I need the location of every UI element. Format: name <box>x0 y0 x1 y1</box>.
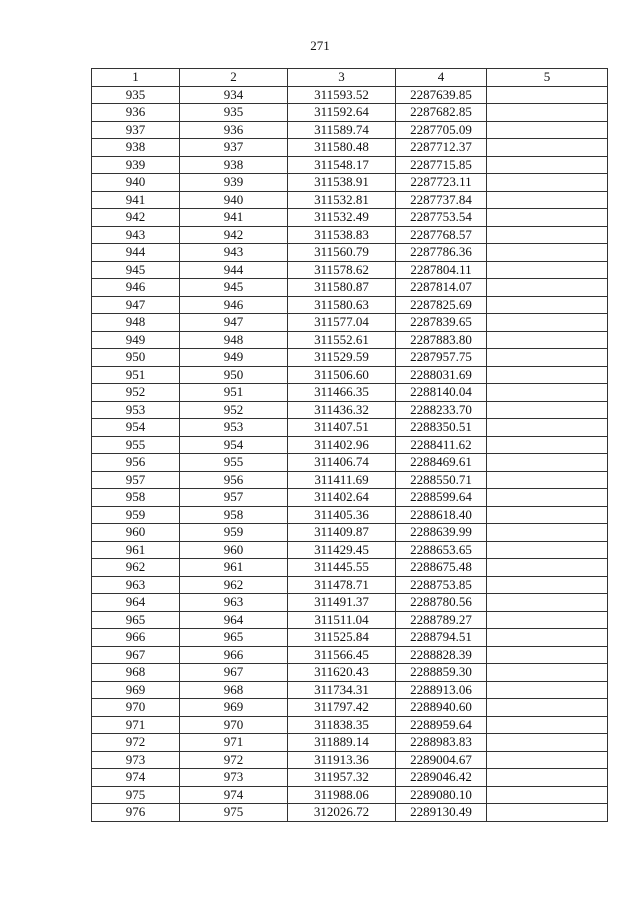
table-cell: 953 <box>180 419 288 437</box>
table-cell <box>487 471 608 489</box>
table-row <box>92 331 608 349</box>
table-cell: 964 <box>180 611 288 629</box>
table-cell: 962 <box>92 559 180 577</box>
table-cell: 947 <box>180 314 288 332</box>
table-cell <box>487 699 608 717</box>
table-body <box>92 86 608 821</box>
table-cell: 966 <box>92 629 180 647</box>
table-cell: 2287804.11 <box>396 261 487 279</box>
table-cell <box>487 401 608 419</box>
table-cell: 975 <box>180 804 288 822</box>
table-cell: 950 <box>180 366 288 384</box>
table-cell: 2288983.83 <box>396 734 487 752</box>
table-cell: 2287957.75 <box>396 349 487 367</box>
table-cell: 938 <box>92 139 180 157</box>
table-cell: 959 <box>180 524 288 542</box>
table-cell: 2287712.37 <box>396 139 487 157</box>
table-cell: 936 <box>180 121 288 139</box>
table-cell: 959 <box>92 506 180 524</box>
table-cell <box>487 419 608 437</box>
table-cell: 311580.48 <box>288 139 396 157</box>
table-cell: 2288794.51 <box>396 629 487 647</box>
table-cell <box>487 86 608 104</box>
table-cell: 941 <box>92 191 180 209</box>
table-cell: 949 <box>180 349 288 367</box>
table-cell: 2288469.61 <box>396 454 487 472</box>
table-cell <box>487 786 608 804</box>
table-cell: 2288618.40 <box>396 506 487 524</box>
table-cell: 957 <box>92 471 180 489</box>
table-cell <box>487 611 608 629</box>
table-cell <box>487 209 608 227</box>
table-cell: 311560.79 <box>288 244 396 262</box>
table-cell: 2288940.60 <box>396 699 487 717</box>
table-cell: 311734.31 <box>288 681 396 699</box>
table-cell: 311580.87 <box>288 279 396 297</box>
table-cell: 2288753.85 <box>396 576 487 594</box>
table-cell: 2288780.56 <box>396 594 487 612</box>
table-cell <box>487 769 608 787</box>
table-cell: 2288789.27 <box>396 611 487 629</box>
table-cell <box>487 454 608 472</box>
table-cell: 2287839.65 <box>396 314 487 332</box>
table-cell <box>487 191 608 209</box>
table-cell: 2287715.85 <box>396 156 487 174</box>
table-cell: 311429.45 <box>288 541 396 559</box>
table-cell: 311402.96 <box>288 436 396 454</box>
table-cell: 940 <box>92 174 180 192</box>
table-cell <box>487 664 608 682</box>
table-cell <box>487 804 608 822</box>
table-cell: 944 <box>180 261 288 279</box>
table-cell: 935 <box>180 104 288 122</box>
table-row <box>92 629 608 647</box>
table-cell: 311411.69 <box>288 471 396 489</box>
table-cell: 2288599.64 <box>396 489 487 507</box>
table-cell: 311406.74 <box>288 454 396 472</box>
table-cell: 311529.59 <box>288 349 396 367</box>
table-row <box>92 366 608 384</box>
table-row <box>92 804 608 822</box>
table-cell: 311532.49 <box>288 209 396 227</box>
table-cell: 964 <box>92 594 180 612</box>
table-cell: 311580.63 <box>288 296 396 314</box>
table-cell: 939 <box>92 156 180 174</box>
table-cell: 311838.35 <box>288 716 396 734</box>
table-cell: 2287723.11 <box>396 174 487 192</box>
table-row <box>92 646 608 664</box>
table-row <box>92 681 608 699</box>
table-cell: 958 <box>92 489 180 507</box>
table-cell: 951 <box>92 366 180 384</box>
table-cell: 961 <box>92 541 180 559</box>
table-row <box>92 244 608 262</box>
table-row <box>92 296 608 314</box>
table-cell: 311445.55 <box>288 559 396 577</box>
table-row <box>92 541 608 559</box>
table-cell: 966 <box>180 646 288 664</box>
table-cell <box>487 349 608 367</box>
table-cell: 952 <box>180 401 288 419</box>
table-cell: 311889.14 <box>288 734 396 752</box>
table-cell: 311957.32 <box>288 769 396 787</box>
table-row <box>92 174 608 192</box>
table-cell: 311466.35 <box>288 384 396 402</box>
table-cell: 967 <box>180 664 288 682</box>
table-cell: 311506.60 <box>288 366 396 384</box>
table-cell: 2287682.85 <box>396 104 487 122</box>
table-cell: 975 <box>92 786 180 804</box>
table-cell: 311988.06 <box>288 786 396 804</box>
table-cell: 2287814.07 <box>396 279 487 297</box>
table-cell: 962 <box>180 576 288 594</box>
table-cell <box>487 436 608 454</box>
table-cell: 2289046.42 <box>396 769 487 787</box>
table-cell: 943 <box>180 244 288 262</box>
table-row <box>92 191 608 209</box>
table-cell: 963 <box>92 576 180 594</box>
table-cell: 311913.36 <box>288 751 396 769</box>
table-cell: 311538.83 <box>288 226 396 244</box>
table-cell: 973 <box>92 751 180 769</box>
table-cell: 945 <box>180 279 288 297</box>
table-cell <box>487 506 608 524</box>
table-cell: 2288859.30 <box>396 664 487 682</box>
table-cell <box>487 681 608 699</box>
table-cell: 2288639.99 <box>396 524 487 542</box>
table-cell: 311592.64 <box>288 104 396 122</box>
table-cell: 311436.32 <box>288 401 396 419</box>
table-cell: 951 <box>180 384 288 402</box>
table-row <box>92 559 608 577</box>
table-cell: 972 <box>180 751 288 769</box>
table-cell: 934 <box>180 86 288 104</box>
table-cell: 974 <box>92 769 180 787</box>
table-cell: 311552.61 <box>288 331 396 349</box>
table-cell <box>487 629 608 647</box>
table-cell: 936 <box>92 104 180 122</box>
table-cell: 2289004.67 <box>396 751 487 769</box>
table-cell: 311593.52 <box>288 86 396 104</box>
table-cell: 2288140.04 <box>396 384 487 402</box>
table-cell: 954 <box>92 419 180 437</box>
table-cell: 2289080.10 <box>396 786 487 804</box>
table-cell: 942 <box>92 209 180 227</box>
table-cell: 2287639.85 <box>396 86 487 104</box>
table-row <box>92 384 608 402</box>
table-row <box>92 104 608 122</box>
table-cell: 2287737.84 <box>396 191 487 209</box>
table-cell: 942 <box>180 226 288 244</box>
table-row <box>92 314 608 332</box>
table-cell: 2287768.57 <box>396 226 487 244</box>
table-cell: 949 <box>92 331 180 349</box>
table-cell: 950 <box>92 349 180 367</box>
table-cell <box>487 716 608 734</box>
table-cell: 965 <box>180 629 288 647</box>
table-cell: 2288031.69 <box>396 366 487 384</box>
table-row <box>92 716 608 734</box>
table-cell: 2289130.49 <box>396 804 487 822</box>
table-cell <box>487 524 608 542</box>
table-cell: 970 <box>180 716 288 734</box>
table-cell: 311589.74 <box>288 121 396 139</box>
table-cell <box>487 384 608 402</box>
table-cell: 947 <box>92 296 180 314</box>
table-cell: 972 <box>92 734 180 752</box>
table-cell: 2287883.80 <box>396 331 487 349</box>
table-cell: 2288675.48 <box>396 559 487 577</box>
table-cell: 954 <box>180 436 288 454</box>
table-cell: 2288350.51 <box>396 419 487 437</box>
table-cell: 2288828.39 <box>396 646 487 664</box>
table-row <box>92 734 608 752</box>
column-header: 5 <box>487 69 608 87</box>
table-cell: 311578.62 <box>288 261 396 279</box>
table-cell <box>487 279 608 297</box>
table-row <box>92 786 608 804</box>
table-row <box>92 226 608 244</box>
table-cell: 956 <box>92 454 180 472</box>
table-cell: 2288913.06 <box>396 681 487 699</box>
table-cell: 939 <box>180 174 288 192</box>
table-row <box>92 524 608 542</box>
table-row <box>92 769 608 787</box>
table-cell: 968 <box>180 681 288 699</box>
table-cell: 311402.64 <box>288 489 396 507</box>
table-row <box>92 611 608 629</box>
table-cell: 944 <box>92 244 180 262</box>
table-cell <box>487 104 608 122</box>
table-row <box>92 139 608 157</box>
table-cell: 311538.91 <box>288 174 396 192</box>
page-number: 271 <box>310 38 330 53</box>
table-cell: 311478.71 <box>288 576 396 594</box>
table-row <box>92 664 608 682</box>
table-row <box>92 86 608 104</box>
table-cell: 946 <box>180 296 288 314</box>
table-cell: 976 <box>92 804 180 822</box>
table-cell: 311525.84 <box>288 629 396 647</box>
column-header: 4 <box>396 69 487 87</box>
coordinates-table <box>91 68 608 822</box>
table-row <box>92 209 608 227</box>
table-cell: 2287753.54 <box>396 209 487 227</box>
table-cell: 2287705.09 <box>396 121 487 139</box>
table-cell <box>487 646 608 664</box>
column-header: 3 <box>288 69 396 87</box>
table-cell: 2287825.69 <box>396 296 487 314</box>
table-cell <box>487 576 608 594</box>
table-cell: 963 <box>180 594 288 612</box>
table-cell <box>487 244 608 262</box>
table-cell: 965 <box>92 611 180 629</box>
column-header: 1 <box>92 69 180 87</box>
table-cell <box>487 541 608 559</box>
table-cell: 311548.17 <box>288 156 396 174</box>
table-cell <box>487 261 608 279</box>
table-cell <box>487 314 608 332</box>
table-row <box>92 699 608 717</box>
table-row <box>92 436 608 454</box>
table-cell: 941 <box>180 209 288 227</box>
table-cell: 955 <box>180 454 288 472</box>
table-cell: 943 <box>92 226 180 244</box>
table-cell: 960 <box>180 541 288 559</box>
table-cell <box>487 139 608 157</box>
table-row <box>92 279 608 297</box>
table-cell <box>487 559 608 577</box>
table-cell: 968 <box>92 664 180 682</box>
table-cell: 311532.81 <box>288 191 396 209</box>
table-cell: 955 <box>92 436 180 454</box>
table-cell: 969 <box>180 699 288 717</box>
table-cell <box>487 121 608 139</box>
table-row <box>92 576 608 594</box>
table-cell <box>487 156 608 174</box>
table-cell: 952 <box>92 384 180 402</box>
table-cell: 948 <box>92 314 180 332</box>
table-cell: 311577.04 <box>288 314 396 332</box>
table-cell: 2288550.71 <box>396 471 487 489</box>
table-cell: 971 <box>180 734 288 752</box>
table-cell: 938 <box>180 156 288 174</box>
table-cell: 940 <box>180 191 288 209</box>
table-row <box>92 121 608 139</box>
table-cell: 311491.37 <box>288 594 396 612</box>
table-cell <box>487 226 608 244</box>
table-cell: 953 <box>92 401 180 419</box>
table-cell <box>487 331 608 349</box>
table-row <box>92 349 608 367</box>
table-row <box>92 156 608 174</box>
table-cell: 948 <box>180 331 288 349</box>
table-cell <box>487 174 608 192</box>
table-row <box>92 751 608 769</box>
table-cell: 311405.36 <box>288 506 396 524</box>
table-cell: 311511.04 <box>288 611 396 629</box>
table-cell: 969 <box>92 681 180 699</box>
table-cell: 971 <box>92 716 180 734</box>
table-cell <box>487 594 608 612</box>
table-cell: 967 <box>92 646 180 664</box>
table-cell: 946 <box>92 279 180 297</box>
table-cell: 937 <box>180 139 288 157</box>
table-header-row <box>92 69 608 87</box>
table-cell: 960 <box>92 524 180 542</box>
table-cell: 970 <box>92 699 180 717</box>
table-cell: 2288411.62 <box>396 436 487 454</box>
table-cell: 973 <box>180 769 288 787</box>
table-cell: 956 <box>180 471 288 489</box>
table-cell: 937 <box>92 121 180 139</box>
table-row <box>92 489 608 507</box>
table-cell: 974 <box>180 786 288 804</box>
table-cell: 311409.87 <box>288 524 396 542</box>
table-row <box>92 506 608 524</box>
table-cell: 945 <box>92 261 180 279</box>
table-cell: 961 <box>180 559 288 577</box>
table-cell: 2288959.64 <box>396 716 487 734</box>
table-cell: 2288653.65 <box>396 541 487 559</box>
table-row <box>92 419 608 437</box>
table-cell <box>487 296 608 314</box>
table-cell: 2288233.70 <box>396 401 487 419</box>
table-row <box>92 454 608 472</box>
table-cell: 311620.43 <box>288 664 396 682</box>
table-row <box>92 471 608 489</box>
table-cell <box>487 489 608 507</box>
table-cell: 311407.51 <box>288 419 396 437</box>
table-cell: 312026.72 <box>288 804 396 822</box>
table-cell <box>487 751 608 769</box>
table-cell: 958 <box>180 506 288 524</box>
table-cell: 311797.42 <box>288 699 396 717</box>
table-cell: 311566.45 <box>288 646 396 664</box>
table-cell: 2287786.36 <box>396 244 487 262</box>
table-cell <box>487 734 608 752</box>
table-cell: 935 <box>92 86 180 104</box>
column-header: 2 <box>180 69 288 87</box>
table-cell: 957 <box>180 489 288 507</box>
table-row <box>92 594 608 612</box>
table-row <box>92 261 608 279</box>
table-row <box>92 401 608 419</box>
table-cell <box>487 366 608 384</box>
